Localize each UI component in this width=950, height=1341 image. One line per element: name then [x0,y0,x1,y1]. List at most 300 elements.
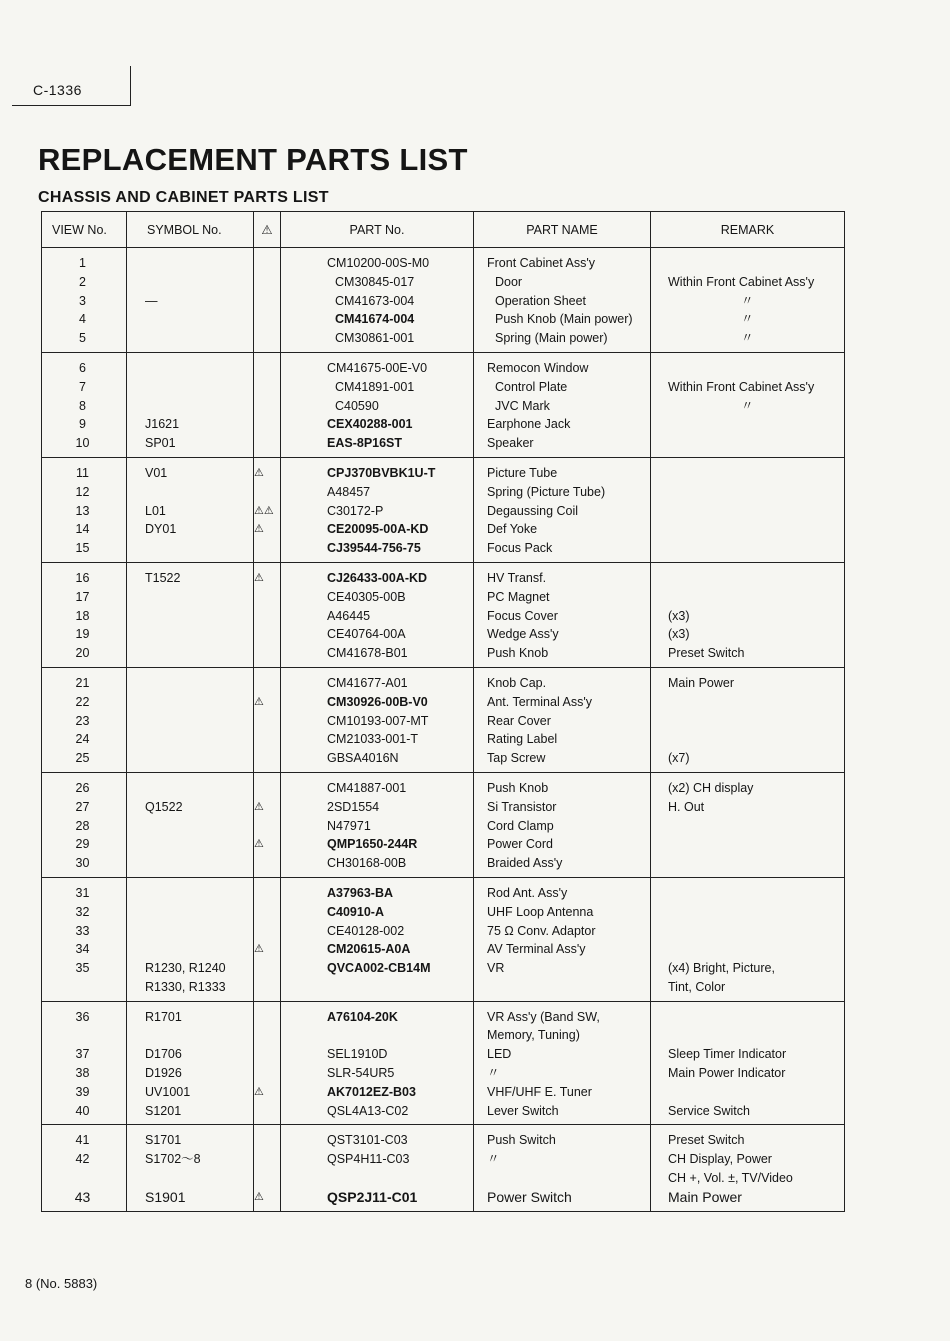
symbol-no-text: S1901 [145,1188,186,1205]
part-no-text: CM30926-00B-V0 [327,694,428,709]
symbol-no-text: D1926 [145,1066,182,1081]
symbol-no-cell [127,1125,254,1211]
view-no-text [42,1026,126,1045]
view-no-text: 36 [75,1009,90,1024]
symbol-no-text: D1706 [145,1047,182,1062]
part-no-text: QSL4A13-C02 [327,1103,409,1118]
remark-text: 〃 [741,293,754,308]
symbol-no-text [127,539,253,558]
symbol-no-text [127,749,253,768]
warning-icon: ⚠ [254,504,264,517]
remark-text [651,502,844,521]
remark-text [651,835,844,854]
part-no-text: CPJ370BVBK1U-T [327,465,436,480]
symbol-no-text [127,1026,253,1045]
part-no-cell [281,877,474,1001]
part-no-cell [281,772,474,877]
remark-text: Preset Switch [668,646,745,661]
remark-text [651,415,844,434]
warning-icon: ⚠ [254,466,264,479]
part-name-text: Tap Screw [487,751,546,766]
part-no-text: CE40128-002 [327,923,405,938]
symbol-no-text [127,693,253,712]
empty-line [254,1064,280,1083]
symbol-no-text [127,940,253,959]
empty-line [254,607,280,626]
col-header-view: VIEW No. [42,212,127,248]
safety-mark-cell [254,248,281,353]
part-no-text: CM41678-B01 [327,646,408,661]
parts-group-row [42,1001,845,1125]
view-no-text: 16 [75,570,90,585]
part-name-cell [474,877,651,1001]
symbol-no-text [127,903,253,922]
remark-text [651,730,844,749]
part-no-text [281,978,473,997]
col-header-part-no: PART No. [281,212,474,248]
part-name-text: Rear Cover [487,713,551,728]
remark-cell [651,772,845,877]
part-name-text: UHF Loop Antenna [487,904,594,919]
remark-text: Service Switch [668,1103,750,1118]
symbol-no-text [127,625,253,644]
symbol-no-cell [127,877,254,1001]
part-name-text: PC Magnet [487,589,550,604]
remark-cell [651,562,845,667]
part-no-text: CM21033-001-T [327,732,419,747]
remark-cell [651,877,845,1001]
symbol-no-text [127,310,253,329]
part-name-cell [474,667,651,772]
remark-text: (x4) Bright, Picture, [668,961,775,976]
warning-icon: ⚠ [263,504,274,517]
remark-text: Preset Switch [668,1133,745,1148]
part-name-text: Knob Cap. [487,675,547,690]
warning-icon: ⚠ [254,695,264,708]
safety-mark-cell [254,772,281,877]
view-no-cell [42,667,127,772]
empty-line [254,730,280,749]
empty-line [254,292,280,311]
part-name-cell [474,457,651,562]
symbol-no-text [127,273,253,292]
part-name-text: Degaussing Coil [487,503,579,518]
symbol-no-cell [127,352,254,457]
warning-icon: ⚠ [254,943,264,956]
view-no-cell [42,248,127,353]
part-name-text: Cord Clamp [487,818,554,833]
part-no-text: 2SD1554 [327,799,380,814]
view-no-text: 33 [75,923,90,938]
empty-line [254,903,280,922]
view-no-text: 31 [75,885,90,900]
part-no-text: CJ26433-00A-KD [327,570,428,585]
symbol-no-text [127,254,253,273]
view-no-text: 32 [75,904,90,919]
part-name-text: 75 Ω Conv. Adaptor [487,923,596,938]
remark-text: Within Front Cabinet Ass'y [668,379,815,394]
empty-line [254,1045,280,1064]
part-no-cell [281,667,474,772]
safety-mark-cell [254,1001,281,1125]
part-name-text: Power Switch [487,1188,572,1205]
part-no-text: CEX40288-001 [327,417,413,432]
part-name-text: Door [495,274,523,289]
part-name-text: Rod Ant. Ass'y [487,885,568,900]
parts-group-row [42,562,845,667]
view-no-text: 23 [75,713,90,728]
remark-cell [651,1125,845,1211]
view-no-text: 21 [75,675,90,690]
symbol-no-text [127,329,253,348]
part-no-text: CM30845-017 [335,274,415,289]
part-no-text: CM41677-A01 [327,675,408,690]
remark-text [651,817,844,836]
symbol-no-cell [127,1001,254,1125]
symbol-no-text [127,588,253,607]
remark-text [651,712,844,731]
parts-table-body [42,248,845,1212]
part-no-text: QMP1650-244R [327,837,418,852]
view-no-text: 37 [75,1047,90,1062]
view-no-text: 38 [75,1066,90,1081]
symbol-no-text [127,854,253,873]
empty-line [254,922,280,941]
remark-text [651,1008,844,1027]
empty-line [254,674,280,693]
remark-text [651,903,844,922]
part-no-text: EAS-8P16ST [327,436,403,451]
section-subtitle: CHASSIS AND CABINET PARTS LIST [38,189,329,206]
symbol-no-text [127,730,253,749]
parts-table [41,211,845,1212]
part-name-cell [474,248,651,353]
part-no-text [281,1026,473,1045]
symbol-no-text: V01 [145,465,168,480]
part-name-text: Push Knob [487,646,549,661]
remark-cell [651,352,845,457]
symbol-no-text [127,378,253,397]
remark-text: (x2) CH display [668,780,754,795]
part-name-text: Picture Tube [487,465,558,480]
part-name-text: Lever Switch [487,1103,559,1118]
parts-group-row [42,352,845,457]
part-name-text: HV Transf. [487,570,547,585]
col-header-symbol: SYMBOL No. [127,212,254,248]
part-no-text: C40910-A [327,904,384,919]
empty-line [254,483,280,502]
remark-text: H. Out [668,799,705,814]
remark-text: 〃 [741,312,754,327]
part-no-text: CM30861-001 [335,331,415,346]
part-no-text: CE40764-00A [327,627,406,642]
parts-group-row [42,667,845,772]
safety-mark-cell [254,562,281,667]
part-name-text: 〃 [487,1152,500,1167]
remark-text [651,359,844,378]
view-no-text: 43 [74,1188,91,1205]
view-no-text: 35 [75,961,90,976]
view-no-text: 25 [75,751,90,766]
view-no-text: 22 [75,694,90,709]
remark-text: Tint, Color [668,979,726,994]
view-no-text: 2 [79,274,86,289]
view-no-text: 1 [79,256,86,270]
remark-text: 〃 [741,331,754,346]
part-name-text: Def Yoke [487,522,538,537]
empty-line [254,1026,280,1045]
part-name-text: Focus Cover [487,608,558,623]
view-no-text: 41 [75,1133,90,1148]
empty-line [254,434,280,453]
remark-text: (x3) [668,608,690,623]
remark-text [651,922,844,941]
remark-text [651,434,844,453]
symbol-no-text: R1330, R1333 [145,979,226,994]
symbol-no-text: S1201 [145,1103,182,1118]
view-no-text: 11 [76,465,89,480]
part-name-text: Speaker [487,436,534,451]
symbol-no-text: S1702～8 [145,1152,201,1167]
part-no-text: GBSA4016N [327,751,399,766]
col-header-remark: REMARK [651,212,845,248]
empty-line [254,1008,280,1027]
view-no-text: 34 [75,942,90,957]
symbol-no-text: R1230, R1240 [145,961,226,976]
part-no-cell [281,248,474,353]
part-name-text: Control Plate [495,379,568,394]
part-no-text: N47971 [327,818,371,833]
part-no-text: A46445 [327,608,371,623]
safety-mark-cell [254,1125,281,1211]
warning-icon: ⚠ [261,223,273,237]
remark-text [651,464,844,483]
part-no-cell [281,1001,474,1125]
part-no-cell [281,562,474,667]
view-no-text [42,1169,126,1188]
empty-line [254,817,280,836]
part-no-cell [281,457,474,562]
part-name-text: Rating Label [487,732,558,747]
parts-group-row [42,1125,845,1211]
symbol-no-text: T1522 [145,570,181,585]
part-no-text: CM10200-00S-M0 [327,256,430,270]
view-no-text: 3 [79,293,86,308]
part-no-text: QVCA002-CB14M [327,961,431,976]
view-no-text: 27 [75,799,90,814]
view-no-text: 4 [79,312,86,327]
part-name-text: AV Terminal Ass'y [487,942,586,957]
view-no-text: 5 [79,331,86,346]
symbol-no-text: SP01 [145,436,176,451]
remark-text [651,1026,844,1045]
symbol-no-cell [127,772,254,877]
part-name-cell [474,352,651,457]
symbol-no-cell [127,248,254,353]
part-no-cell [281,1125,474,1211]
empty-line [254,959,280,978]
empty-line [254,378,280,397]
part-name-text [474,1169,650,1188]
empty-line [254,625,280,644]
empty-line [254,310,280,329]
empty-line [254,1131,280,1150]
empty-line [254,329,280,348]
view-no-cell [42,352,127,457]
part-no-text: CM41675-00E-V0 [327,360,428,375]
empty-line [254,254,280,273]
remark-text: Main Power [668,1188,742,1205]
warning-icon: ⚠ [254,523,264,536]
view-no-text: 12 [75,484,90,499]
part-name-text: Front Cabinet Ass'y [487,256,595,270]
view-no-text: 6 [79,360,86,375]
view-no-text: 26 [75,780,90,795]
part-no-text: CM41891-001 [335,379,415,394]
part-name-cell [474,1125,651,1211]
safety-mark-cell [254,877,281,1001]
part-name-text: Wedge Ass'y [487,627,559,642]
empty-line [254,415,280,434]
remark-text: CH Display, Power [668,1152,772,1167]
view-no-text: 20 [75,646,90,661]
symbol-no-text [127,1169,253,1188]
header-rule-vertical [130,66,131,106]
empty-line [254,978,280,997]
part-no-text: AK7012EZ-B03 [327,1084,416,1099]
view-no-text: 40 [75,1103,90,1118]
view-no-text: 19 [75,627,90,642]
symbol-no-text: S1701 [145,1133,182,1148]
part-no-text: CE20095-00A-KD [327,522,429,537]
document-code: C-1336 [33,82,82,98]
parts-group-row [42,772,845,877]
page-title: REPLACEMENT PARTS LIST [38,142,468,177]
symbol-no-text [127,674,253,693]
part-name-text: VR [487,961,505,976]
warning-icon: ⚠ [254,1085,264,1098]
remark-text [651,569,844,588]
part-no-text: SEL1910D [327,1047,388,1062]
view-no-text: 39 [75,1084,90,1099]
part-no-cell [281,352,474,457]
symbol-no-text [127,712,253,731]
col-header-warning [254,212,281,248]
header-rule-horizontal [12,105,130,106]
part-no-text: CM10193-007-MT [327,713,429,728]
part-no-text: QSP4H11-C03 [327,1152,410,1167]
remark-text [651,254,844,273]
view-no-text: 14 [75,522,90,537]
part-name-text: Spring (Main power) [495,331,608,346]
remark-text: Within Front Cabinet Ass'y [668,274,815,289]
remark-text [651,539,844,558]
remark-text [651,854,844,873]
part-name-text: Remocon Window [487,360,589,375]
part-name-text: Si Transistor [487,799,557,814]
remark-text: Main Power [668,675,734,690]
view-no-text: 15 [75,541,90,556]
part-name-text: Push Switch [487,1133,556,1148]
part-name-text: Push Knob [487,780,549,795]
empty-line [254,779,280,798]
part-name-text: Operation Sheet [495,293,587,308]
part-no-text: QSP2J11-C01 [327,1188,418,1205]
remark-cell [651,248,845,353]
remark-text: Main Power Indicator [668,1066,786,1081]
safety-mark-cell [254,352,281,457]
safety-mark-cell [254,457,281,562]
symbol-no-text [127,483,253,502]
part-name-cell [474,772,651,877]
remark-cell [651,667,845,772]
view-no-text: 30 [75,856,90,871]
symbol-no-text [127,835,253,854]
empty-line [254,1102,280,1121]
part-name-text: 〃 [487,1066,500,1081]
empty-line [254,273,280,292]
part-name-cell [474,562,651,667]
symbol-no-text [127,779,253,798]
empty-line [254,359,280,378]
part-name-text: Braided Ass'y [487,856,563,871]
part-name-text: Push Knob (Main power) [495,312,633,327]
view-no-text: 24 [75,732,90,747]
table-header-row [42,212,845,248]
remark-text [651,588,844,607]
part-name-text: Memory, Tuning) [487,1028,580,1043]
part-no-text: A48457 [327,484,371,499]
part-name-text: Ant. Terminal Ass'y [487,694,592,709]
empty-line [254,884,280,903]
remark-text [651,1083,844,1102]
part-name-cell [474,1001,651,1125]
view-no-cell [42,877,127,1001]
empty-line [254,712,280,731]
warning-icon: ⚠ [254,838,264,851]
view-no-cell [42,1001,127,1125]
part-no-text: CM41673-004 [335,293,415,308]
symbol-no-cell [127,457,254,562]
part-name-text: Spring (Picture Tube) [487,484,606,499]
part-name-text: Focus Pack [487,541,553,556]
symbol-no-text: UV1001 [145,1084,191,1099]
safety-mark-cell [254,667,281,772]
remark-text: (x7) [668,751,690,766]
remark-text [651,940,844,959]
part-no-text: A76104-20K [327,1009,398,1024]
part-name-text: Earphone Jack [487,417,571,432]
part-no-text: CM41674-004 [335,312,415,327]
part-no-text: CM41887-001 [327,780,407,795]
part-no-text: CH30168-00B [327,856,407,871]
remark-text: 〃 [741,398,754,413]
view-no-text: 28 [75,818,90,833]
remark-text [651,884,844,903]
view-no-cell [42,1125,127,1211]
view-no-cell [42,772,127,877]
page-footer: 8 (No. 5883) [25,1276,98,1291]
empty-line [254,588,280,607]
symbol-no-text: DY01 [145,522,177,537]
symbol-no-text [127,644,253,663]
part-name-text: LED [487,1047,512,1062]
remark-text: (x3) [668,627,690,642]
view-no-text: 17 [75,589,90,604]
view-no-text [42,978,126,997]
part-no-text: C30172-P [327,503,384,518]
remark-cell [651,1001,845,1125]
